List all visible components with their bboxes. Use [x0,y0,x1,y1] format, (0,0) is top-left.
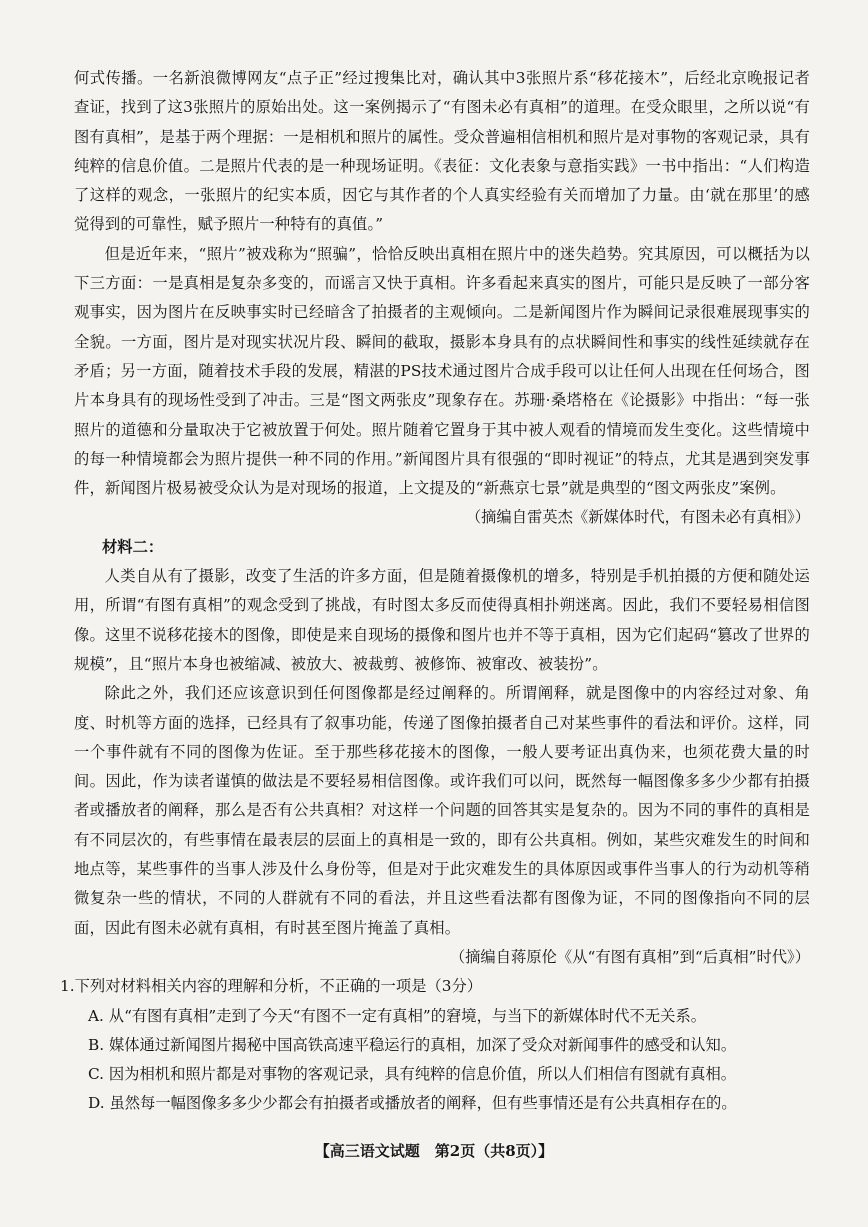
question-1-stem: 1.下列对材料相关内容的理解和分析，不正确的一项是（3分） [60,977,483,996]
page-footer: 【高三语文试题 第2页（共8页）】 [314,1142,554,1160]
question-1-option-a: A. 从“有图有真相”走到了今天“有图不一定有真相”的窘境，与当下的新媒体时代不无关系。 [88,1006,707,1025]
material2-paragraph-2: 除此之外，我们还应该意识到任何图像都是经过阐释的。所谓阐释，就是图像中的内容经过对象、角度、时机等方面的选择，已经具有了叙事功能，传递了图像拍摄者自己对某些事件的看法和评价。这样，同一个事件就有不同的图像为佐证。至于那些移花接木的图像，一般人要考证出真伪来，也须花费大量的时间。因此，作为读者谨慎的做法是不要轻易相信图像。或许我们可以问，既然每一幅图像多多少少都有拍摄者或播放者的阐释，那么是否有公共真相？对这样一个问题的回答其实是复杂的。因为不同的事件的真相是有不同层次的，有些事情在最表层的层面上的真相是一致的，即有公共真相。例如，某些灾难发生的时间和地点等，某些事件的当事人涉及什么身份等，但是对于此灾难发生的具体原因或事件当事人的行为动机等稍微复杂一些的情状，不同的人群就有不同的看法，并且这些看法都有图像为证，不同的图像指向不同的层面，因此有图未必就有真相，有时甚至图片掩盖了真相。 [74,684,810,937]
material2-paragraph-1: 人类自从有了摄影，改变了生活的许多方面，但是随着摄像机的增多，特别是手机拍摄的方便和随处运用，所谓“有图有真相”的观念受到了挑战，有时图太多反而使得真相扑朔迷离。因此，我们不要轻易相信图像。这里不说移花接木的图像，即使是来自现场的摄像和图片也并不等于真相，因为它们起码“篡改了世界的规模”，且“照片本身也被缩减、被放大、被裁剪、被修饰、被窜改、被装扮”。 [74,567,810,673]
material1-paragraph-1: 何式传播。一名新浪微博网友“点子正”经过搜集比对，确认其中3张照片系“移花接木”，后经北京晚报记者查证，找到了这3张照片的原始出处。这一案例揭示了“有图未必有真相”的道理。在受众眼里，之所以说“有图有真相”，是基于两个理据：一是相机和照片的属性。受众普遍相信相机和照片是对事物的客观记录，具有纯粹的信息价值。二是照片代表的是一种现场证明。《表征：文化表象与意指实践》一书中指出：“人们构造了这样的观念，一张照片的纪实本质，因它与其作者的个人真实经验有关而增加了力量。由‘就在那里’的感觉得到的可靠性，赋予照片一种特有的真值。” [74,69,810,234]
question-1-option-c: C. 因为相机和照片都是对事物的客观记录，具有纯粹的信息价值，所以人们相信有图就有真相。 [88,1065,737,1084]
material2-heading: 材料二： [102,537,164,556]
material2-source: （摘编自蒋原伦《从“有图有真相”到“后真相”时代》） [449,947,810,966]
material1-paragraph-2: 但是近年来，“照片”被戏称为“照骗”，恰恰反映出真相在照片中的迷失趋势。究其原因，可以概括为以下三方面：一是真相是复杂多变的，而谣言又快于真相。许多看起来真实的图片，可能只是反映了一部分客观事实，因为图片在反映事实时已经暗含了拍摄者的主观倾向。二是新闻图片作为瞬间记录很难展现事实的全貌。一方面，图片是对现实状况片段、瞬间的截取，摄影本身具有的点状瞬间性和事实的线性延续就存在矛盾；另一方面，随着技术手段的发展，精湛的PS技术通过图片合成手段可以让任何人出现在任何场合，图片本身具有的现场性受到了冲击。三是“图文两张皮”现象存在。苏珊·桑塔格在《论摄影》中指出：“每一张照片的道德和分量取决于它被放置于何处。照片随着它置身于其中被人观看的情境而发生变化。这些情境中的每一种情境都会为照片提供一种不同的作用。”新闻图片具有很强的“即时视证”的特点，尤其是遇到突发事件，新闻图片极易被受众认为是对现场的报道，上文提及的“新燕京七景”就是典型的“图文两张皮”案例。 [74,244,810,498]
question-1-option-d: D. 虽然每一幅图像多多少少都会有拍摄者或播放者的阐释，但有些事情还是有公共真相存在的。 [88,1094,737,1113]
question-1-option-b: B. 媒体通过新闻图片揭秘中国高铁高速平稳运行的真相，加深了受众对新闻事件的感受和认知。 [88,1035,737,1054]
material1-source: （摘编自雷英杰《新媒体时代，有图未必有真相》） [465,508,810,527]
